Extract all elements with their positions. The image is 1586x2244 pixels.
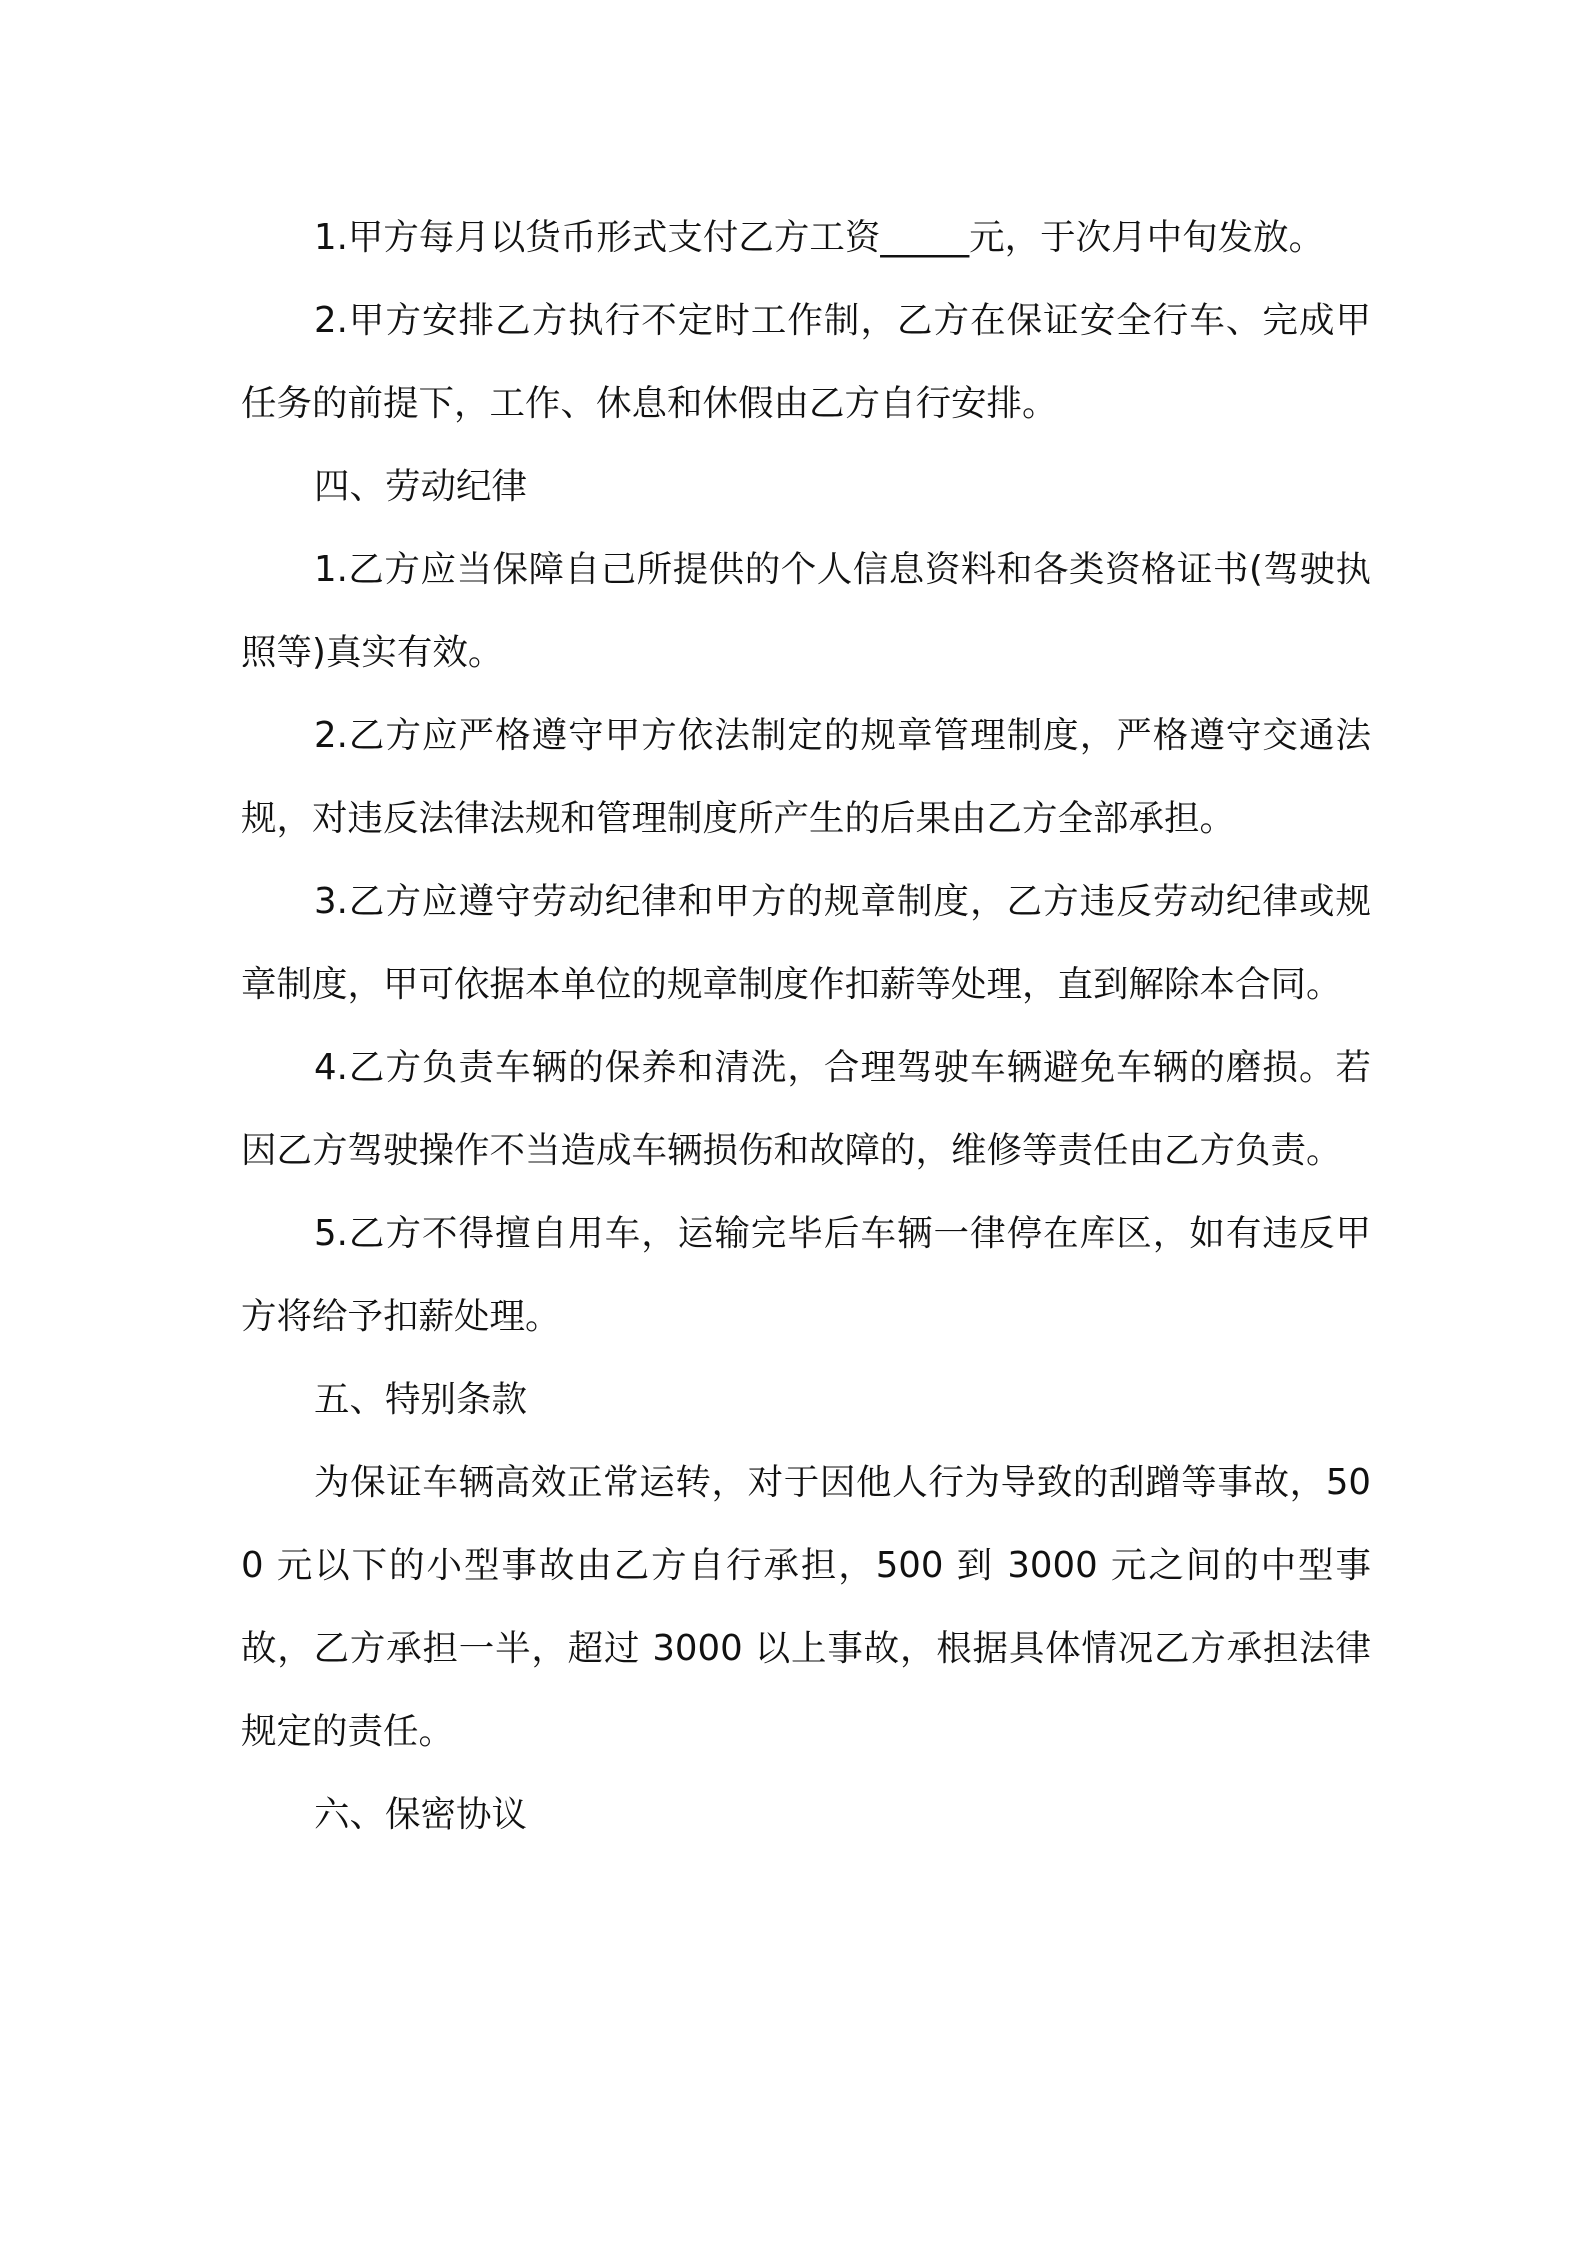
rules-compliance-clause: 2.乙方应严格遵守甲方依法制定的规章管理制度，严格遵守交通法规，对违反法律法规和管理制度所产生的后果由乙方全部承担。 bbox=[241, 715, 1371, 839]
working-hours-clause: 2.甲方安排乙方执行不定时工作制，乙方在保证安全行车、完成甲任务的前提下，工作、休息和休假由乙方自行安排。 bbox=[241, 300, 1371, 424]
accident-liability-clause: 为保证车辆高效正常运转，对于因他人行为导致的刮蹭等事故，500 元以下的小型事故由乙方自行承担，500 到 3000 元之间的中型事故，乙方承担一半，超过 3000 以上事故，根据具体情况乙方承担法律规定的责任。 bbox=[241, 1462, 1371, 1752]
vehicle-maintenance-clause: 4.乙方负责车辆的保养和清洗，合理驾驶车辆避免车辆的磨损。若因乙方驾驶操作不当造成车辆损伤和故障的，维修等责任由乙方负责。 bbox=[241, 1047, 1371, 1171]
discipline-violation-clause: 3.乙方应遵守劳动纪律和甲方的规章制度，乙方违反劳动纪律或规章制度，甲可依据本单位的规章制度作扣薪等处理，直到解除本合同。 bbox=[241, 881, 1371, 1005]
salary-payment-clause: 1.甲方每月以货币形式支付乙方工资_____元，于次月中旬发放。 bbox=[314, 217, 1325, 258]
section-heading-special-terms: 五、特别条款 bbox=[314, 1379, 528, 1420]
document-body bbox=[241, 196, 1371, 1856]
personal-info-clause: 1.乙方应当保障自己所提供的个人信息资料和各类资格证书(驾驶执照等)真实有效。 bbox=[241, 549, 1371, 673]
section-heading-confidentiality: 六、保密协议 bbox=[314, 1794, 528, 1835]
section-heading-labor-discipline: 四、劳动纪律 bbox=[314, 466, 528, 507]
vehicle-use-clause: 5.乙方不得擅自用车，运输完毕后车辆一律停在库区，如有违反甲方将给予扣薪处理。 bbox=[241, 1213, 1371, 1337]
